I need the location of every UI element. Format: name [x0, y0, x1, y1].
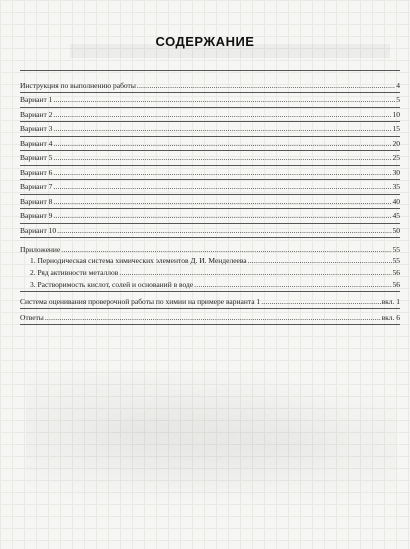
toc-entry-variant-10: Вариант 10 ..... 50 — [20, 223, 400, 235]
toc-entry-assessment: Система оценивания проверочной работы по химии на примере варианта 1 ..... вкл. 1 — [20, 294, 400, 306]
toc-entry-appendix-1: 1. Периодическая система химических элементов Д. И. Менделеева ..... 55 — [20, 253, 400, 265]
divider — [20, 308, 400, 309]
toc-entry-variant-7: Вариант 7 ..... 35 — [20, 179, 400, 191]
top-rule — [20, 70, 400, 71]
toc-entry-variant-3: Вариант 3 ..... 15 — [20, 121, 400, 133]
toc-entry-variant-8: Вариант 8 ..... 40 — [20, 194, 400, 206]
bleed-through-images — [26, 370, 396, 520]
toc-entry-instructions: Инструкция по выполнению работы ..... 4 — [20, 78, 400, 90]
bottom-rule — [20, 324, 400, 325]
contents-title: СОДЕРЖАНИЕ — [155, 34, 255, 49]
toc-entry-variant-2: Вариант 2 ..... 10 — [20, 107, 400, 119]
divider — [20, 237, 400, 238]
toc-entry-variant-9: Вариант 9 ..... 45 — [20, 208, 400, 220]
toc-entry-appendix-2: 2. Ряд активности металлов ..... 56 — [20, 265, 400, 277]
toc-entry-variant-4: Вариант 4 ..... 20 — [20, 136, 400, 148]
toc-entry-variant-1: Вариант 1 ..... 5 — [20, 92, 400, 104]
divider — [20, 291, 400, 292]
toc-entry-appendix: Приложение ..... 55 — [20, 242, 400, 254]
toc-entry-variant-5: Вариант 5 ..... 25 — [20, 150, 400, 162]
toc-entry-variant-6: Вариант 6 ..... 30 — [20, 165, 400, 177]
toc-entry-answers: Ответы ..... вкл. 6 — [20, 310, 400, 322]
toc-entry-appendix-3: 3. Растворимость кислот, солей и оснований в воде ..... 56 — [20, 277, 400, 289]
